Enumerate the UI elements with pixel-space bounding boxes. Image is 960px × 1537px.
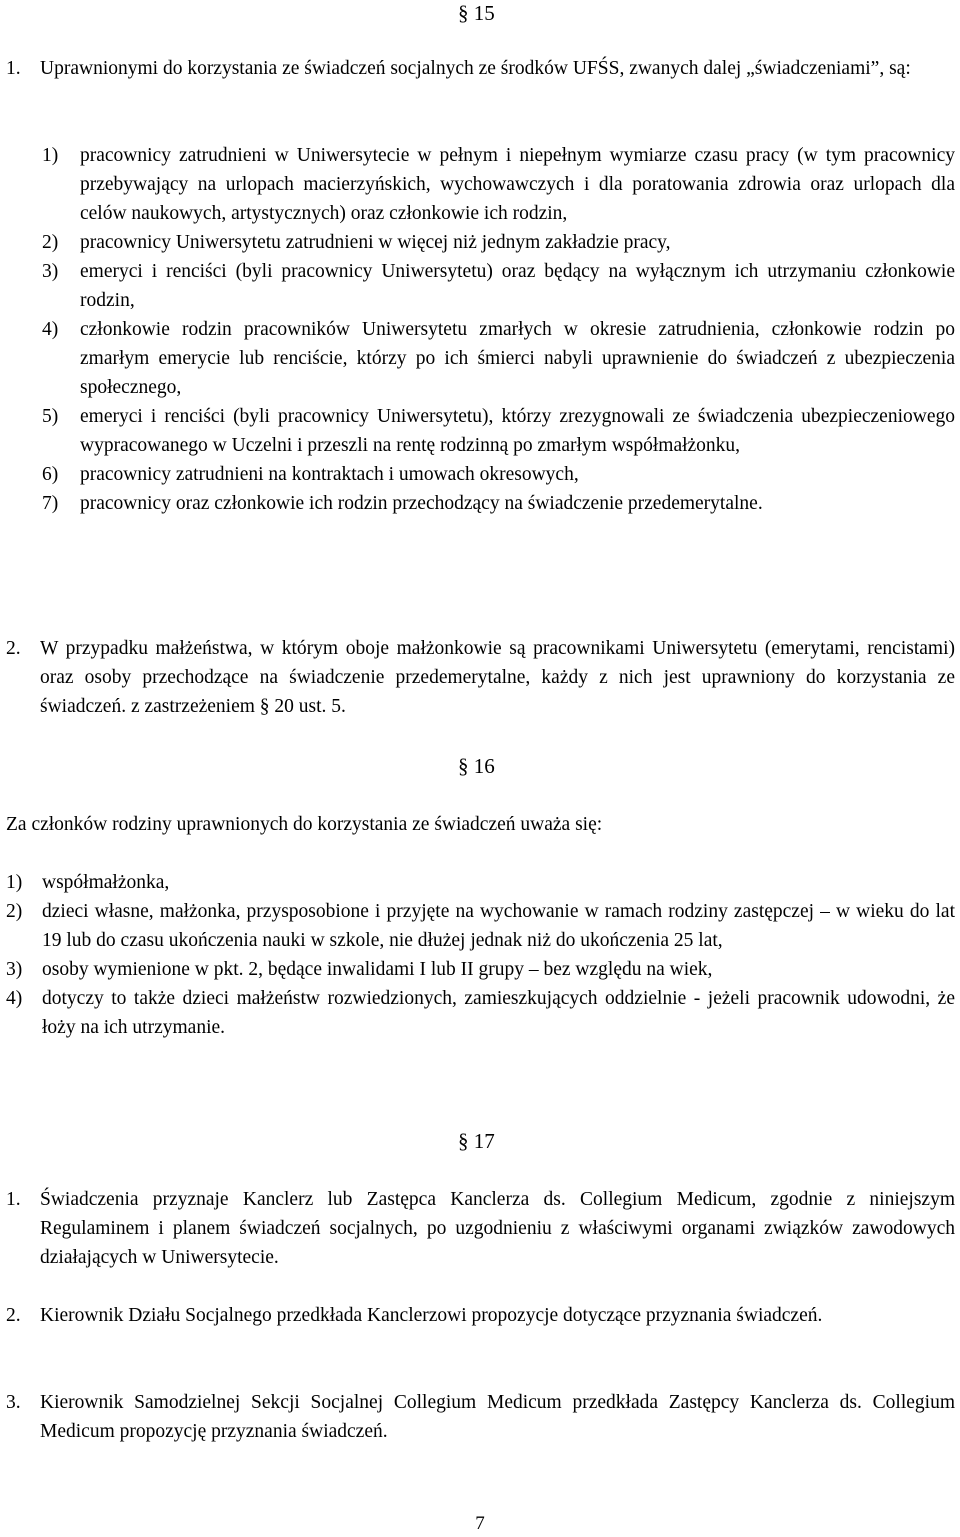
list-item-number: 5): [42, 406, 59, 427]
paragraph-text: Uprawnionymi do korzystania ze świadczeń socjalnych ze środków UFŚS, zwanych dalej „świadczeniami”, są:: [40, 58, 911, 79]
paragraph-text: Kierownik Działu Socjalnego przedkłada Kanclerzowi propozycje dotyczące przyznania świadczeń.: [40, 1305, 823, 1326]
section-15-list: [0, 141, 955, 518]
section-15-paragraph-1: [0, 54, 955, 83]
section-intro-text: Za członków rodziny uprawnionych do korzystania ze świadczeń uważa się:: [6, 814, 603, 835]
paragraph-2: [0, 1301, 955, 1330]
list-item-text: dzieci własne, małżonka, przysposobione i przyjęte na wychowanie w ramach rodziny zastępczej – w wieku do lat 19 lub do czasu ukończenia nauki w szkole, nie dłużej jednak niż do ukończenia 25 lat,: [42, 901, 955, 951]
paragraph-text: Świadczenia przyznaje Kanclerz lub Zastępca Kanclerza ds. Collegium Medicum, zgodnie z niniejszym Regulaminem i planem świadczeń socjalnych, po uzgodnieniu z właściwymi organami związków zawodowych działających w Uniwersytecie.: [40, 1189, 955, 1268]
list-item-text: pracownicy oraz członkowie ich rodzin przechodzący na świadczenie przedemerytalne.: [80, 493, 763, 514]
list-item-number: 2): [6, 901, 23, 922]
list-item-text: dotyczy to także dzieci małżeństw rozwiedzionych, zamieszkujących oddzielnie - jeżeli pracownik udowodni, że łoży na ich utrzymanie.: [42, 988, 955, 1038]
list-item: [0, 315, 955, 402]
paragraph-text: W przypadku małżeństwa, w którym oboje małżonkowie są pracownikami Uniwersytetu (emerytami, rencistami) oraz osoby przechodzące na świadczenie przedemerytalne, każdy z nich jest uprawniony do korzystania ze świadczeń. z zastrzeżeniem § 20 ust. 5.: [40, 638, 955, 717]
list-item: [0, 141, 955, 228]
section-heading-17: § 17: [458, 1129, 495, 1153]
section-heading-15: § 15: [458, 1, 495, 25]
section-16-list: [0, 868, 955, 1042]
list-item-text: pracownicy zatrudnieni na kontraktach i umowach okresowych,: [80, 464, 579, 485]
section-17-item-3: [0, 1388, 955, 1446]
list-item: [0, 955, 955, 984]
section-17-item-1: [0, 1185, 955, 1272]
list-item-number: 4): [42, 319, 59, 340]
list-item-text: emeryci i renciści (byli pracownicy Uniwersytetu) oraz będący na wyłącznym ich utrzymaniu członkowie rodzin,: [80, 261, 955, 311]
paragraph-number: 1.: [6, 1189, 21, 1210]
list-item: [0, 868, 955, 897]
list-item-text: członkowie rodzin pracowników Uniwersytetu zmarłych w okresie zatrudnienia, członkowie rodzin po zmarłym emerycie lub renciście, którzy po ich śmierci nabyli uprawnienie do świadczeń z ubezpieczenia społecznego,: [80, 319, 955, 398]
paragraph-text: Kierownik Samodzielnej Sekcji Socjalnej Collegium Medicum przedkłada Zastępcy Kanclerza ds. Collegium Medicum propozycję przyznania świadczeń.: [40, 1392, 955, 1442]
list-item-number: 1): [42, 145, 59, 166]
paragraph-number: 2.: [6, 638, 21, 659]
list-item: [0, 257, 955, 315]
list-item: [0, 460, 955, 489]
paragraph-2: [0, 634, 955, 721]
section-16-intro: [0, 810, 955, 839]
section-15-paragraph-2: [0, 634, 955, 721]
paragraph-number: 1.: [6, 58, 21, 79]
list-item: [0, 402, 955, 460]
list-item: [0, 984, 955, 1042]
paragraph-number: 3.: [6, 1392, 21, 1413]
paragraph-number: 2.: [6, 1305, 21, 1326]
list-item: [0, 489, 955, 518]
list-item-number: 7): [42, 493, 59, 514]
list-item-number: 6): [42, 464, 59, 485]
list-item-text: pracownicy Uniwersytetu zatrudnieni w więcej niż jednym zakładzie pracy,: [80, 232, 671, 253]
list-item-number: 1): [6, 872, 23, 893]
paragraph-3: [0, 1388, 955, 1446]
page-number: 7: [475, 1513, 485, 1534]
list-item-text: pracownicy zatrudnieni w Uniwersytecie w pełnym i niepełnym wymiarze czasu pracy (w tym pracownicy przebywający na urlopach macierzyńskich, wychowawczych i dla poratowania zdrowia oraz urlopach dla celów naukowych, artystycznych) oraz członkowie ich rodzin,: [80, 145, 955, 224]
paragraph-1: [0, 1185, 955, 1272]
section-heading-16: § 16: [458, 754, 495, 778]
list-item-text: osoby wymienione w pkt. 2, będące inwalidami I lub II grupy – bez względu na wiek,: [42, 959, 713, 980]
list-item-number: 2): [42, 232, 59, 253]
list-item: [0, 228, 955, 257]
list-item-text: emeryci i renciści (byli pracownicy Uniwersytetu), którzy zrezygnowali ze świadczenia ubezpieczeniowego wypracowanego w Uczelni i przeszli na rentę rodzinną po zmarłym współmałżonku,: [80, 406, 955, 456]
list-item-number: 3): [42, 261, 59, 282]
list-item: [0, 897, 955, 955]
paragraph-1: [0, 54, 955, 83]
section-17-item-2: [0, 1301, 955, 1330]
list-item-number: 3): [6, 959, 23, 980]
list-item-text: współmałżonka,: [42, 872, 170, 893]
list-item-number: 4): [6, 988, 23, 1009]
